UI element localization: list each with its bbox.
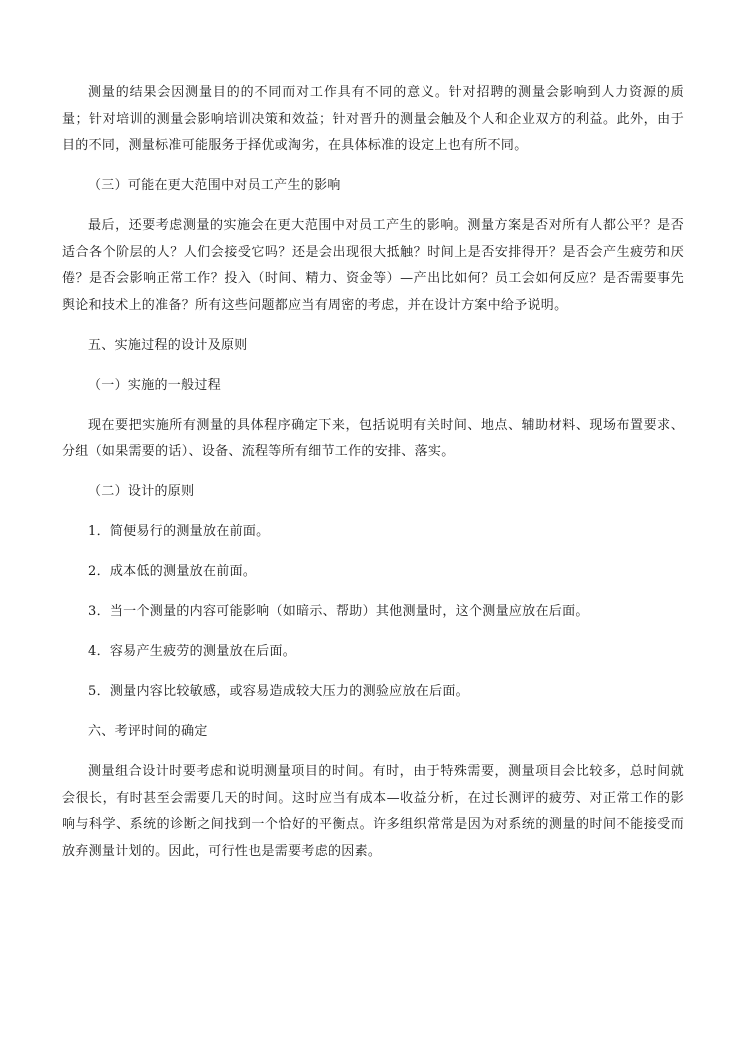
principle-item-2: 2．成本低的测量放在前面。 [88, 564, 257, 579]
principle-item-5: 5．测量内容比较敏感，或容易造成较大压力的测验应放在后面。 [88, 684, 469, 699]
paragraph-measurement-meaning: 测量的结果会因测量目的的不同而对工作具有不同的意义。针对招聘的测量会影响到人力资源的质量；针对培训的测量会影响培训决策和效益；针对晋升的测量会触及个人和企业双方的利益。此外，由于目的不同，测量标准可能服务于择优或淘劣，在具体标准的设定上也有所不同。 [62, 85, 684, 153]
subheading-general-process: （一）实施的一般过程 [88, 377, 222, 393]
subheading-design-principles: （二）设计的原则 [88, 484, 195, 499]
principle-item-4: 4．容易产生疲劳的测量放在后面。 [88, 644, 297, 659]
section-heading-implementation: 五、实施过程的设计及原则 [88, 337, 248, 353]
paragraph-wider-impact: 最后，还要考虑测量的实施会在更大范围中对员工产生的影响。测量方案是否对所有人都公平？是否适合各个阶层的人？人们会接受它吗？还是会出现很大抵触？时间上是否安排得开？是否会产生疲劳和厌倦？是否会影响正常工作？投入（时间、精力、资金等）—产出比如何？员工会如何反应？是否需要事先舆论和技术上的准备？所有这些问题都应当有周密的考虑，并在设计方案中给予说明。 [62, 218, 684, 313]
paragraph-general-process: 现在要把实施所有测量的具体程序确定下来，包括说明有关时间、地点、辅助材料、现场布置要求、分组（如果需要的话）、设备、流程等所有细节工作的安排、落实。 [62, 417, 684, 459]
principle-item-3: 3．当一个测量的内容可能影响（如暗示、帮助）其他测量时，这个测量应放在后面。 [88, 604, 589, 619]
section-heading-timing: 六、考评时间的确定 [88, 724, 208, 739]
principle-item-1: 1．简便易行的测量放在前面。 [88, 524, 270, 539]
subheading-wider-impact: （三）可能在更大范围中对员工产生的影响 [88, 178, 341, 193]
document-page [62, 80, 684, 865]
paragraph-timing: 测量组合设计时要考虑和说明测量项目的时间。有时，由于特殊需要，测量项目会比较多，总时间就会很长，有时甚至会需要几天的时间。这时应当有成本—收益分析，在过长测评的疲劳、对正常工作的影响与科学、系统的诊断之间找到一个恰好的平衡点。许多组织常常是因为对系统的测量的时间不能接受而放弃测量计划的。因此，可行性也是需要考虑的因素。 [62, 764, 684, 859]
